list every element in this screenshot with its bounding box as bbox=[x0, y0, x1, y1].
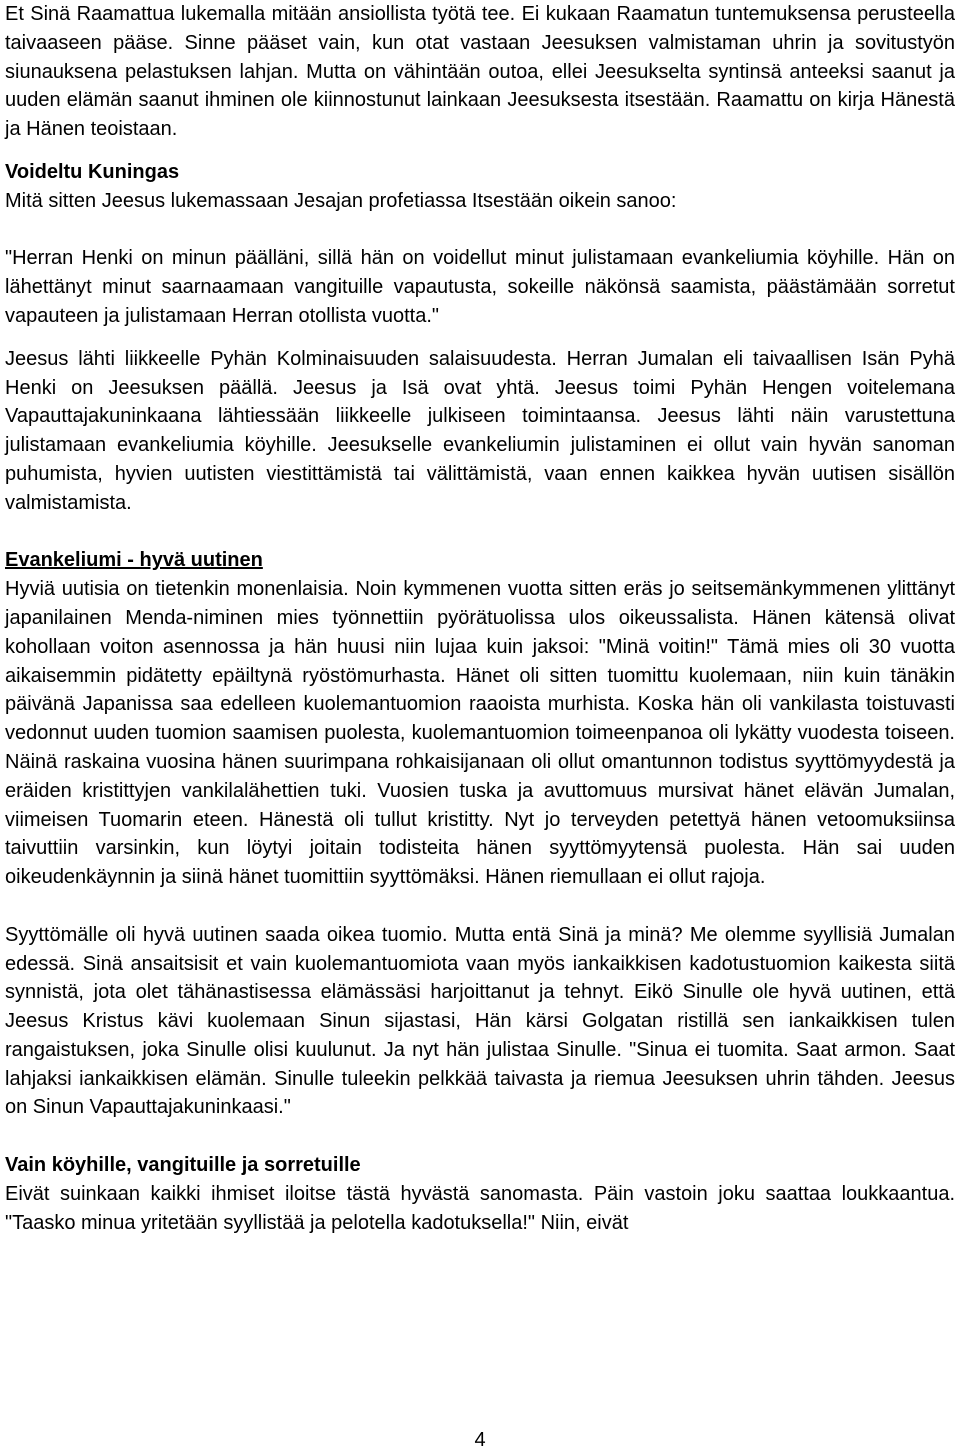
vain-paragraph: Eivät suinkaan kaikki ihmiset iloitse tästä hyvästä sanomasta. Päin vastoin joku saattaa loukkaantua. "Taasko minua yritetään syyllistää ja pelotella kadotuksella!" Niin, eivät bbox=[5, 1182, 955, 1234]
heading-vain-koyhille: Vain köyhille, vangituille ja sorretuille bbox=[5, 1154, 361, 1177]
document-page bbox=[5, 0, 955, 1237]
syyttomalle-paragraph: Syyttömälle oli hyvä uutinen saada oikea tuomio. Mutta entä Sinä ja minä? Me olemme syyllisiä Jumalan edessä. Sinä ansaitsisit et vain kuolemantuomiota vaan myös iankaikkisen kadotustuomion kaikesta siitä synnistä, jota olet tähänastisessa elämässäsi harjoittanut ja tehnyt. Eikö Sinulle ole hyvä uutinen, että Jeesus Kristus kävi kuolemaan Sinun sijastasi, Hän kärsi Golgatan ristillä sen iankaikkisen tulen rangaistuksen, joka Sinulle olisi kuulunut. Ja nyt hän julistaa Sinulle. "Sinua ei tuomita. Saat armon. Saat lahjaksi iankaikkisen elämän. Sinulle tuleekin pelkkää taivasta ja riemua Jeesuksen uhrin tähden. Jeesus on Sinun Vapauttajakuninkaasi." bbox=[5, 923, 955, 1119]
voideltu-paragraph: Mitä sitten Jeesus lukemassaan Jesajan profetiassa Itsestään oikein sanoo: bbox=[5, 189, 677, 212]
intro-paragraph: Et Sinä Raamattua lukemalla mitään ansiollista työtä tee. Ei kukaan Raamatun tuntemuksensa perusteella taivaaseen pääse. Sinne pääset vain, kun otat vastaan Jeesuksen valmistaman uhrin ja sovitustyön siunauksena pelastuksen lahjan. Mutta on vähintään outoa, ellei Jeesukselta syntinsä anteeksi saanut ja uuden elämän saanut ihminen ole kiinnostunut lainkaan Jeesuksesta itsestään. Raamattu on kirja Hänestä ja Hänen teoistaan. bbox=[5, 3, 955, 141]
heading-voideltu-kuningas: Voideltu Kuningas bbox=[5, 160, 180, 183]
page-number: 4 bbox=[474, 1429, 486, 1451]
evankeliumi-paragraph: Hyviä uutisia on tietenkin monenlaisia. Noin kymmenen vuotta sitten eräs jo seitsemänkymmenen ylittänyt japanilainen Menda-niminen mies työnnettiin pyörätuolissa ulos oikeussalista. Hänen kätensä olivat kohollaan voiton asennossa ja hän huusi niin lujaa kuin jaksoi: "Minä voitin!" Tämä mies oli 30 vuotta aikaisemmin pidätetty epäiltynä ryöstömurhasta. Hänet oli sitten tuomittu kuolemaan, niin kuin tänäkin päivänä Japanissa saa edelleen kuolemantuomion raaoista murhista. Koska hän oli vankilasta toistuvasti vedonnut uuden tuomion saamisen puolesta, kuolemantuomion toimeenpanoa oli lykätty vuodesta toiseen. Näinä raskaina vuosina hänen suurimpana rohkaisijanaan oli ollut omantunnon todistus syyttömyydestä ja eräiden kristittyjen vankilalähettien tuki. Vuosien tuska ja avuttomuus mursivat hänet elävän Jumalan, viimeisen Tuomarin eteen. Hänestä oli tullut kristitty. Nyt jo terveyden petettyä hänen vetoomuksiinsa taivuttiin varsinkin, kun löytyi joitain todisteita hänen syyttömyytensä puolesta. Hän sai uuden oikeudenkäynnin ja siinä hänet tuomittiin syyttömäksi. Hänen riemullaan ei ollut rajoja. bbox=[5, 578, 955, 889]
isaiah-quote-paragraph: "Herran Henki on minun päälläni, sillä hän on voidellut minut julistamaan evankeliumia köyhille. Hän on lähettänyt minut saarnaamaan vangituille vapautusta, sokeille näkönsä saamista, päästämään sorretut vapauteen ja julistamaan Herran otollista vuotta." bbox=[5, 247, 955, 327]
heading-evankeliumi: Evankeliumi - hyvä uutinen bbox=[5, 549, 263, 572]
jeesus-lahti-paragraph: Jeesus lähti liikkeelle Pyhän Kolminaisuuden salaisuudesta. Herran Jumalan eli taivaallisen Isän Pyhä Henki on Jeesuksen päällä. Jeesus ja Isä ovat yhtä. Jeesus toimi Pyhän Hengen voitelemana Vapauttajakuninkaana lähtiessään liikkeelle julkiseen toimintaansa. Jeesus lähti näin varustettuna julistamaan evankeliumia köyhille. Jeesukselle evankeliumin julistaminen ei ollut vain hyvän sanoman puhumista, hyvien uutisten viestittämistä tai välittämistä, vaan ennen kaikkea hyvän uutisen sisällön valmistamista. bbox=[5, 347, 955, 514]
